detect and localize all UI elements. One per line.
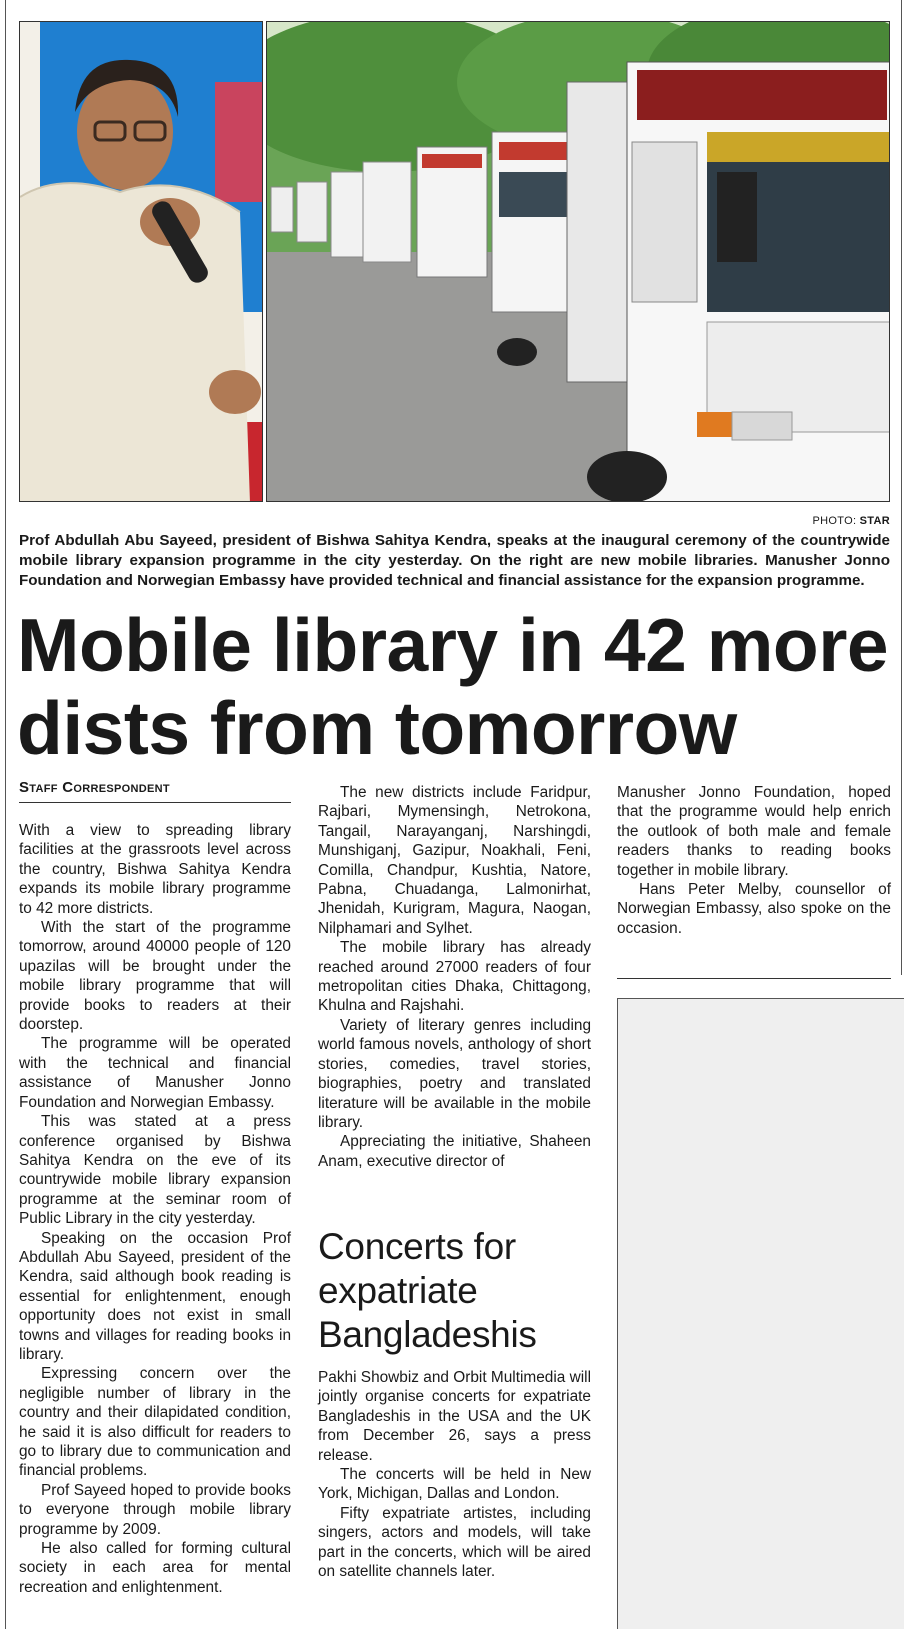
photo-credit	[813, 515, 890, 527]
article-paragraph: Speaking on the occasion Prof Abdullah Abu Sayeed, president of the Kendra, said although book reading is essential for enlightenment, enough opportunity does not exist in small towns and villages for reading books in library.	[19, 1229, 291, 1363]
article-paragraph: This was stated at a press conference organised by Bishwa Sahitya Kendra on the eve of its countrywide mobile library expansion programme at the seminar room of Public Library in the city yesterday.	[19, 1113, 291, 1228]
article-paragraph: Appreciating the initiative, Shaheen Anam, executive director of	[318, 1133, 591, 1170]
story-paragraph: The concerts will be held in New York, Michigan, Dallas and London.	[318, 1466, 591, 1503]
page-left-rule	[5, 0, 6, 1629]
photo-caption: Prof Abdullah Abu Sayeed, president of Bishwa Sahitya Kendra, speaks at the inaugural ceremony of the countrywide mobile library expansion programme in the city yesterday. On the right are new mobile libraries. Manusher Jonno Foundation and Norwegian Embassy have provided technical and financial assistance for the expansion programme.	[19, 532, 890, 589]
article-paragraph: Expressing concern over the negligible number of library in the country and their dilapidated condition, he said it is also difficult for readers to go to library due to communication and financial problems.	[19, 1365, 291, 1480]
column-divider	[617, 978, 891, 979]
page-right-rule	[901, 0, 902, 975]
photo-credit-prefix: PHOTO:	[812, 515, 860, 527]
article-paragraph: Prof Sayeed hoped to provide books to everyone through mobile library programme by 2009.	[19, 1481, 291, 1538]
second-story-body	[318, 1368, 591, 1581]
main-headline: Mobile library in 42 more dists from tomorrow	[17, 603, 889, 770]
second-story-headline: Concerts for expatriate Bangladeshis	[318, 1226, 537, 1355]
byline: Staff Correspondent	[19, 779, 291, 803]
article-column-2	[318, 783, 591, 1171]
empty-ad-space	[617, 998, 904, 1629]
mobile-library-trucks-photo	[266, 21, 890, 502]
article-paragraph: Hans Peter Melby, counsellor of Norwegian Embassy, also spoke on the occasion.	[617, 881, 891, 937]
article-paragraph: Manusher Jonno Foundation, hoped that the programme would help enrich the outlook of both male and female readers thanks to reading books together in mobile library.	[617, 784, 891, 879]
article-paragraph: With the start of the programme tomorrow, around 40000 people of 120 upazilas will be brought under the mobile library programme that will provide books to readers at their doorstep.	[19, 919, 291, 1034]
story-paragraph: Pakhi Showbiz and Orbit Multimedia will jointly organise concerts for expatriate Bangladeshis in the USA and the UK from December 26, says a press release.	[318, 1369, 591, 1464]
article-paragraph: He also called for forming cultural society in each area for mental recreation and enlightenment.	[19, 1540, 291, 1596]
speaker-photo	[19, 21, 263, 502]
article-paragraph: Variety of literary genres including world famous novels, anthology of short stories, comedies, travel stories, biographies, poetry and translated literature will be available in the mobile library.	[318, 1016, 591, 1131]
article-column-1	[19, 821, 291, 1597]
article-column-3	[617, 783, 891, 938]
article-paragraph: The programme will be operated with the technical and financial assistance of Manusher Jonno Foundation and Norwegian Embassy.	[19, 1035, 291, 1111]
article-paragraph: With a view to spreading library facilities at the grassroots level across the country, Bishwa Sahitya Kendra expands its mobile library programme to 42 more districts.	[19, 822, 291, 917]
story-paragraph: Fifty expatriate artistes, including singers, actors and models, will take part in the concerts, which will be aired on satellite channels later.	[318, 1504, 591, 1581]
article-paragraph: The mobile library has already reached around 27000 readers of four metropolitan cities Dhaka, Chittagong, Khulna and Rajshahi.	[318, 939, 591, 1015]
article-paragraph: The new districts include Faridpur, Rajbari, Mymensingh, Netrokona, Tangail, Narayanganj, Narshingdi, Munshiganj, Gazipur, Noakhali, Feni, Comilla, Chandpur, Kushtia, Natore, Pabna, Chuadanga, Lalmonirhat, Jhenidah, Kurigram, Magura, Naogan, Nilphamari and Sylhet.	[318, 784, 591, 937]
photo-credit-source: STAR	[859, 515, 890, 527]
